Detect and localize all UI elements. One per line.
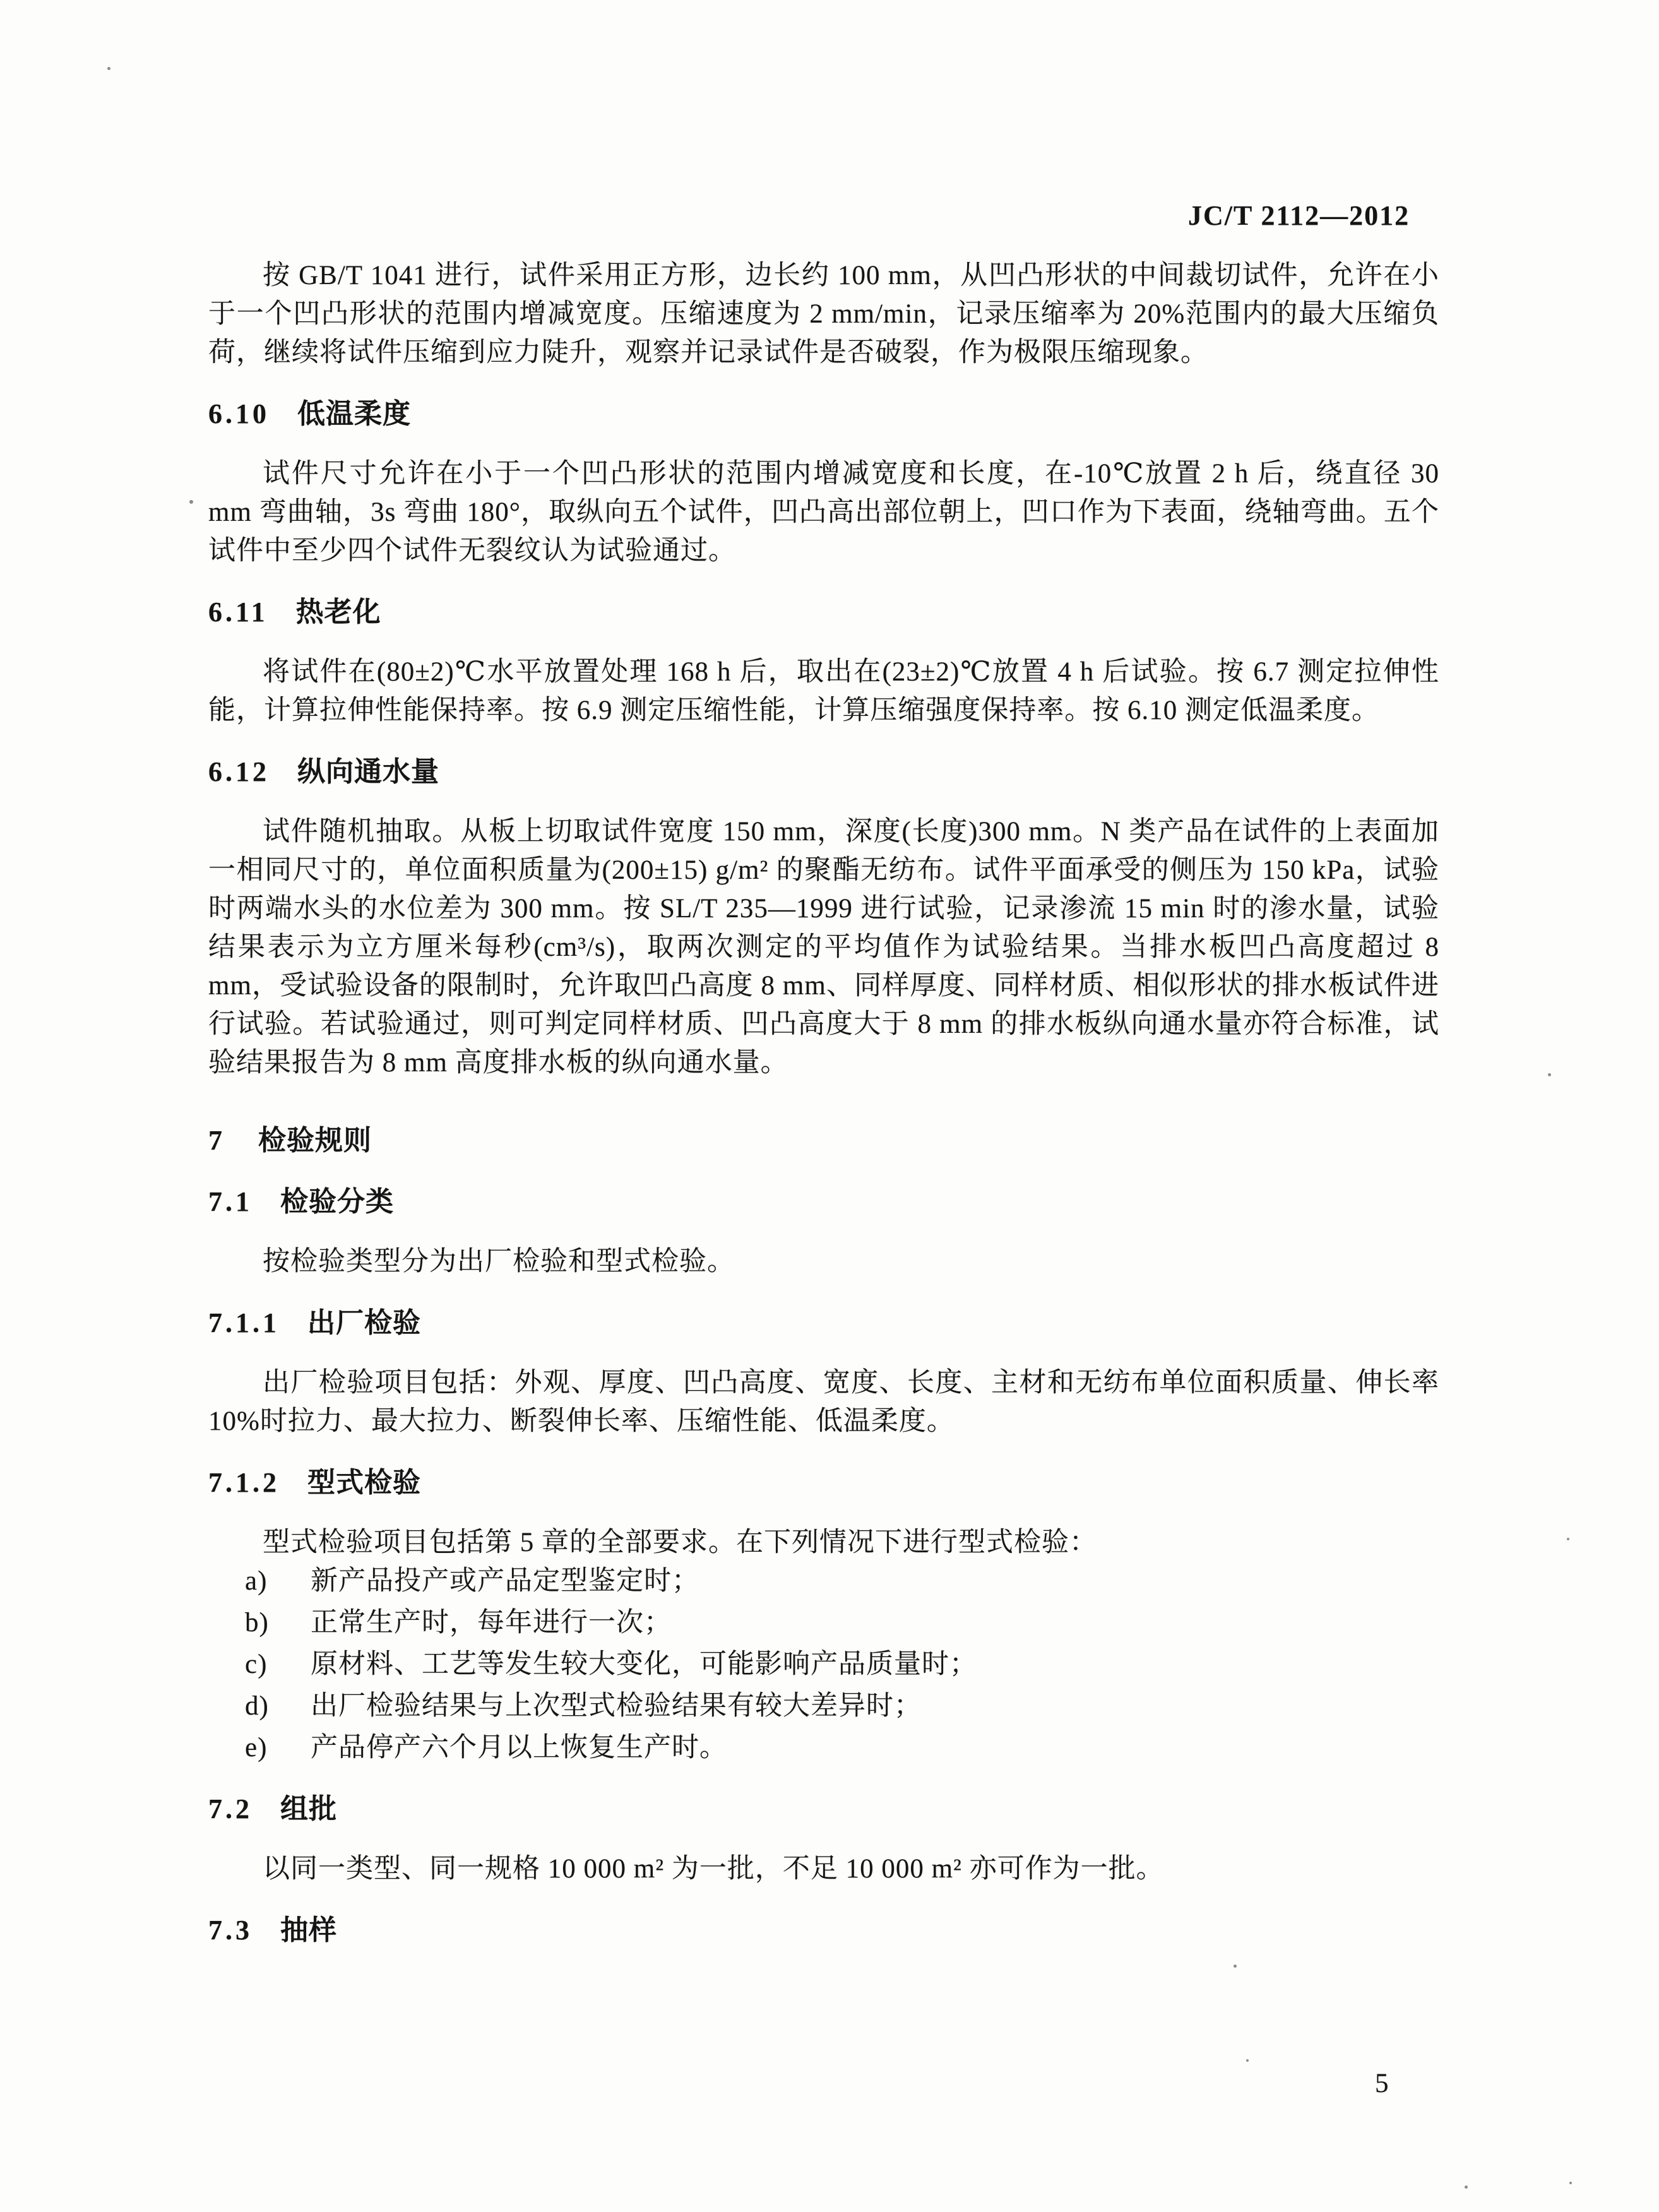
section-heading-7-2 [208, 1790, 1439, 1828]
scan-speck [107, 67, 110, 70]
paragraph-low-temp-flexibility: 试件尺寸允许在小于一个凹凸形状的范围内增减宽度和长度，在-10℃放置 2 h 后，绕直径 30 mm 弯曲轴，3s 弯曲 180°，取纵向五个试件，凹凸高出部位朝上，凹口作为下表面，绕轴弯曲。五个试件中至少四个试件无裂纹认为试验通过。 [208, 459, 1439, 566]
list-item-text: 出厂检验结果与上次型式检验结果有较大差异时； [311, 1691, 922, 1721]
section-number: 6.10 [208, 398, 270, 429]
scan-speck [1234, 1965, 1237, 1968]
section-heading-7-1-1 [208, 1304, 1439, 1342]
type-inspection-conditions-list [208, 1562, 1439, 1767]
scan-speck [1465, 2185, 1468, 2189]
paragraph-type-inspection-intro: 型式检验项目包括第 5 章的全部要求。在下列情况下进行型式检验： [263, 1528, 1097, 1557]
list-item [208, 1562, 1439, 1600]
scan-speck [1548, 1073, 1551, 1076]
document-body [208, 256, 1439, 1971]
list-item-label: a) [245, 1566, 268, 1596]
scan-speck [1246, 2059, 1249, 2062]
list-item-label: e) [245, 1733, 268, 1763]
scan-speck [1569, 2182, 1572, 2184]
paragraph-batching: 以同一类型、同一规格 10 000 m² 为一批，不足 10 000 m² 亦可作为一批。 [263, 1854, 1164, 1884]
section-title: 型式检验 [307, 1467, 421, 1498]
list-item-label: c) [245, 1650, 268, 1679]
section-heading-7-1-2 [208, 1463, 1439, 1502]
section-number: 7.1 [208, 1186, 253, 1217]
section-heading-6-10 [208, 395, 1439, 433]
paragraph-compression-test-method: 按 GB/T 1041 进行，试件采用正方形，边长约 100 mm，从凹凸形状的中间裁切试件，允许在小于一个凹凸形状的范围内增减宽度。压缩速度为 2 mm/min，记录压缩率为 20%范围内的最大压缩负荷，继续将试件压缩到应力陡升，观察并记录试件是否破裂，作为极限压缩现象。 [208, 261, 1439, 367]
section-title: 热老化 [295, 597, 381, 627]
section-number: 7.1.1 [208, 1307, 280, 1338]
list-item-text: 新产品投产或产品定型鉴定时； [311, 1566, 699, 1596]
section-title: 检验分类 [280, 1186, 394, 1217]
page-number: 5 [1375, 2069, 1389, 2098]
list-item-text: 产品停产六个月以上恢复生产时。 [311, 1733, 727, 1763]
paragraph-factory-inspection: 出厂检验项目包括：外观、厚度、凹凸高度、宽度、长度、主材和无纺布单位面积质量、伸长率 10%时拉力、最大拉力、断裂伸长率、压缩性能、低温柔度。 [208, 1368, 1439, 1436]
section-title: 检验规则 [258, 1125, 372, 1156]
section-title: 抽样 [280, 1915, 337, 1946]
section-heading-7-1 [208, 1182, 1439, 1221]
section-number: 6.12 [208, 756, 270, 787]
section-number: 7 [208, 1125, 225, 1156]
list-item [208, 1728, 1439, 1767]
section-number: 6.11 [208, 597, 268, 627]
list-item [208, 1645, 1439, 1684]
section-heading-6-11 [208, 593, 1439, 631]
section-number: 7.3 [208, 1915, 253, 1946]
section-title: 纵向通水量 [297, 756, 439, 787]
section-title: 低温柔度 [297, 398, 411, 429]
section-heading-7-3 [208, 1911, 1439, 1949]
scan-speck [1567, 1538, 1569, 1540]
list-item [208, 1687, 1439, 1725]
list-item [208, 1603, 1439, 1642]
list-item-text: 正常生产时，每年进行一次； [311, 1608, 672, 1638]
paragraph-heat-aging: 将试件在(80±2)℃水平放置处理 168 h 后，取出在(23±2)℃放置 4 h 后试验。按 6.7 测定拉伸性能，计算拉伸性能保持率。按 6.9 测定压缩性能，计算压缩强度保持率。按 6.10 测定低温柔度。 [208, 657, 1439, 725]
doc-standard-code: JC/T 2112—2012 [1188, 200, 1410, 231]
section-heading-6-12 [208, 752, 1439, 791]
section-title: 出厂检验 [307, 1307, 421, 1338]
list-item-label: d) [245, 1691, 269, 1721]
section-title: 组批 [280, 1793, 337, 1824]
section-number: 7.1.2 [208, 1467, 280, 1498]
scan-speck [189, 500, 193, 504]
list-item-text: 原材料、工艺等发生较大变化，可能影响产品质量时； [311, 1650, 977, 1679]
section-heading-7 [208, 1121, 1439, 1160]
list-item-label: b) [245, 1608, 269, 1638]
section-number: 7.2 [208, 1793, 253, 1824]
paragraph-longitudinal-water-flow: 试件随机抽取。从板上切取试件宽度 150 mm，深度(长度)300 mm。N 类产品在试件的上表面加一相同尺寸的，单位面积质量为(200±15) g/m² 的聚酯无纺布。试件平面承受的侧压为 150 kPa，试验时两端水头的水位差为 300 mm。按 SL/T 235—1999 进行试验，记录渗流 15 min 时的渗水量，试验结果表示为立方厘米每秒(cm³/s)，取两次测定的平均值作为试验结果。当排水板凹凸高度超过 8 mm，受试验设备的限制时，允许取凹凸高度 8 mm、同样厚度、同样材质、相似形状的排水板试件进行试验。若试验通过，则可判定同样材质、凹凸高度大于 8 mm 的排水板纵向通水量亦符合标准，试验结果报告为 8 mm 高度排水板的纵向通水量。 [208, 817, 1439, 1078]
paragraph-inspection-classification: 按检验类型分为出厂检验和型式检验。 [263, 1247, 735, 1276]
